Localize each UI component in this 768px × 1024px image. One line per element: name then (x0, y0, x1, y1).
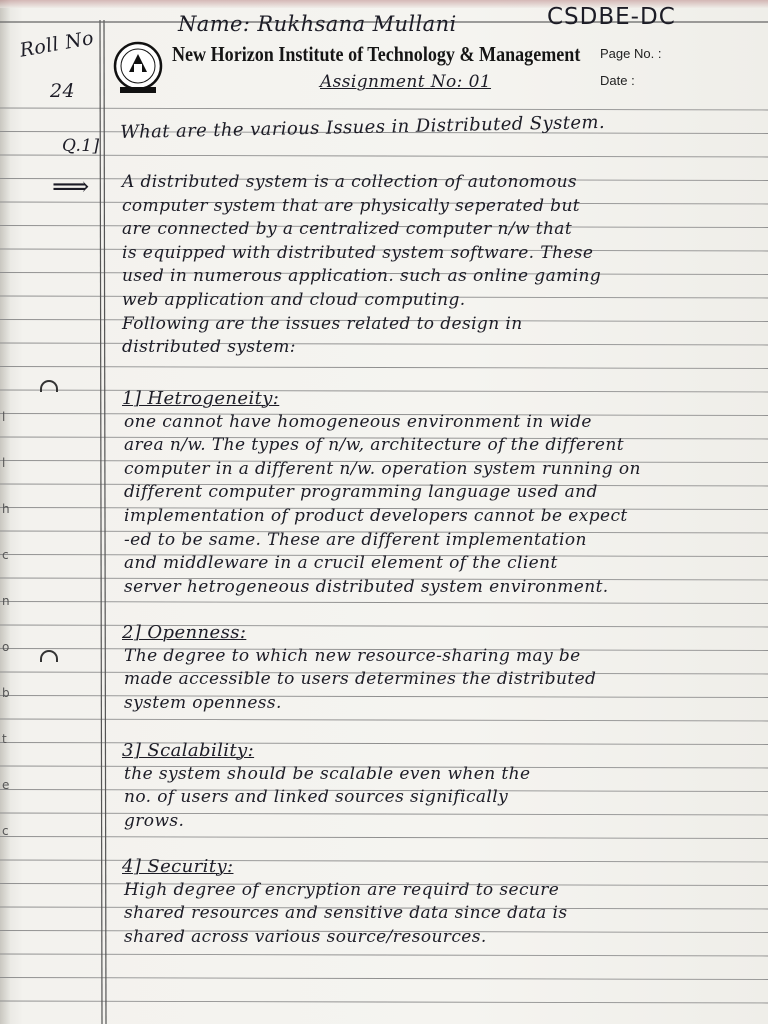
answer-intro-line: used in numerous application. such as online gaming (122, 266, 602, 287)
ruled-line (0, 743, 768, 745)
question-number: Q.1] (62, 136, 100, 156)
margin-mark: b (2, 686, 10, 700)
issue-text-line: implementation of product developers cannot be expect (124, 506, 628, 526)
issue-text-line: no. of users and linked sources significally (124, 787, 509, 808)
issue-text-line: -ed to be same. These are different implementation (124, 529, 587, 550)
issue-text-line: one cannot have homogeneous environment in wide (124, 411, 592, 432)
ruled-line (0, 343, 768, 345)
ruled-line (0, 155, 768, 157)
ruled-line (0, 108, 768, 110)
issue-text-line: made accessible to users determines the distributed (124, 669, 597, 690)
roll-number: 24 (50, 80, 75, 102)
ruled-line (0, 367, 768, 369)
issue-text-line: system openness. (124, 692, 282, 713)
ruled-line (0, 860, 768, 862)
answer-intro-line: web application and cloud computing. (122, 290, 466, 310)
margin-circle-mark (40, 650, 58, 662)
issue-text-line: different computer programming language used and (124, 482, 598, 503)
answer-intro-line: Following are the issues related to design in (122, 313, 523, 334)
issue-text-line: grows. (124, 810, 185, 831)
margin-mark: l (2, 410, 6, 424)
assignment-title: Assignment No: 01 (320, 72, 492, 92)
ruled-line (0, 1001, 768, 1003)
issue-heading: 4] Security: (122, 856, 234, 877)
margin-mark: h (2, 502, 10, 516)
ruled-line (0, 978, 768, 980)
answer-intro-line: is equipped with distributed system software. These (122, 242, 594, 263)
issue-text-line: shared across various source/resources. (124, 926, 487, 947)
date-label: Date : (600, 73, 635, 88)
ruled-line (0, 837, 768, 839)
answer-intro-line: are connected by a centralized computer n/w that (122, 219, 573, 240)
issue-text-line: the system should be scalable even when the (124, 763, 531, 784)
ruled-line (0, 625, 768, 627)
margin-mark: c (2, 824, 9, 838)
answer-arrow: ⟹ (52, 172, 90, 202)
margin-line (104, 20, 106, 1024)
college-crest-icon (111, 40, 165, 96)
issue-text-line: computer in a different n/w. operation system running on (124, 458, 641, 479)
ruled-line (0, 390, 768, 392)
ruled-line (0, 813, 768, 815)
issue-text-line: and middleware in a crucil element of the client (124, 553, 558, 574)
ruled-line (0, 696, 768, 698)
student-name: Name: Rukhsana Mullani (178, 12, 457, 36)
class-code: CSDBE-DC (547, 4, 676, 30)
issue-heading: 3] Scalability: (122, 740, 255, 761)
margin-line (100, 20, 102, 1024)
issue-text-line: server hetrogeneous distributed system environment. (124, 576, 609, 597)
margin-mark: e (2, 778, 10, 792)
answer-intro-line: distributed system: (122, 337, 296, 358)
ruled-line (0, 602, 768, 604)
question-text: What are the various Issues in Distributed System. (120, 111, 606, 143)
college-name: New Horizon Institute of Technology & Management (172, 42, 581, 66)
margin-mark: l (2, 456, 6, 470)
page-number-label: Page No. : (600, 46, 662, 61)
issue-heading: 1] Hetrogeneity: (122, 388, 280, 409)
issue-text-line: area n/w. The types of n/w, architecture of the different (124, 435, 624, 456)
answer-intro-line: computer system that are physically seperated but (122, 195, 581, 216)
margin-mark: t (2, 732, 7, 746)
margin-circle-mark (40, 380, 58, 392)
issue-text-line: The degree to which new resource-sharing may be (124, 645, 581, 666)
answer-intro-line: A distributed system is a collection of autonomous (122, 172, 578, 192)
margin-mark: c (2, 548, 9, 562)
ruled-line (0, 954, 768, 956)
roll-label: Roll No (18, 27, 96, 62)
margin-mark: o (2, 640, 10, 654)
issue-text-line: shared resources and sensitive data since data is (124, 903, 568, 924)
issue-text-line: High degree of encryption are requird to secure (124, 879, 560, 900)
issue-heading: 2] Openness: (122, 622, 247, 643)
margin-mark: n (2, 594, 10, 608)
ruled-line (0, 719, 768, 721)
